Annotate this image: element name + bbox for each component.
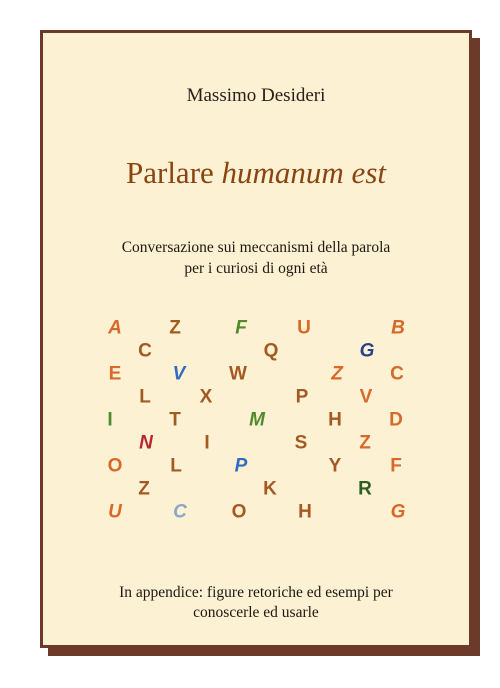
letter-e: E — [108, 363, 122, 385]
letter-s: S — [294, 432, 308, 454]
book-cover — [40, 30, 472, 648]
letter-w: W — [229, 363, 247, 385]
title-plain: Parlare — [126, 155, 222, 190]
letter-grid — [43, 33, 469, 645]
title-italic: humanum est — [221, 155, 386, 190]
letter-b: B — [391, 317, 405, 339]
appendix-note — [43, 583, 469, 623]
letter-u: U — [297, 317, 311, 339]
letter-y: Y — [328, 455, 342, 477]
letter-t: T — [169, 409, 181, 431]
appendix-line-1: In appendice: figure retoriche ed esempi per — [119, 584, 393, 601]
letter-o: O — [107, 455, 123, 477]
author-name: Massimo Desideri — [186, 85, 326, 106]
letter-i: I — [204, 432, 210, 454]
letter-h: H — [328, 409, 342, 431]
letter-c: C — [138, 340, 152, 362]
letter-z: Z — [359, 432, 371, 454]
letter-r: R — [358, 478, 372, 500]
letter-q: Q — [263, 340, 279, 362]
letter-l: L — [139, 386, 151, 408]
letter-p: P — [295, 386, 309, 408]
letter-h: H — [298, 501, 312, 523]
letter-v: V — [172, 363, 186, 385]
letter-f: F — [235, 317, 247, 339]
letter-l: L — [170, 455, 182, 477]
letter-z: Z — [138, 478, 150, 500]
appendix-line-2: conoscerle ed usarle — [193, 604, 319, 621]
letter-m: M — [249, 409, 265, 431]
letter-g: G — [359, 340, 375, 362]
letter-n: N — [139, 432, 153, 454]
letter-c: C — [173, 501, 187, 523]
subtitle-line-1: Conversazione sui meccanismi della parola — [121, 239, 391, 256]
letter-f: F — [390, 455, 402, 477]
letter-i: I — [107, 409, 113, 431]
letter-u: U — [108, 501, 122, 523]
letter-z: Z — [169, 317, 181, 339]
letter-k: K — [263, 478, 277, 500]
subtitle-line-2: per i curiosi di ogni età — [184, 260, 328, 277]
letter-d: D — [389, 409, 403, 431]
letter-a: A — [108, 317, 122, 339]
letter-z: Z — [331, 363, 343, 385]
letter-o: O — [231, 501, 247, 523]
letter-p: P — [234, 455, 248, 477]
letter-g: G — [390, 501, 406, 523]
letter-c: C — [390, 363, 404, 385]
letter-x: X — [199, 386, 213, 408]
letter-v: V — [359, 386, 373, 408]
